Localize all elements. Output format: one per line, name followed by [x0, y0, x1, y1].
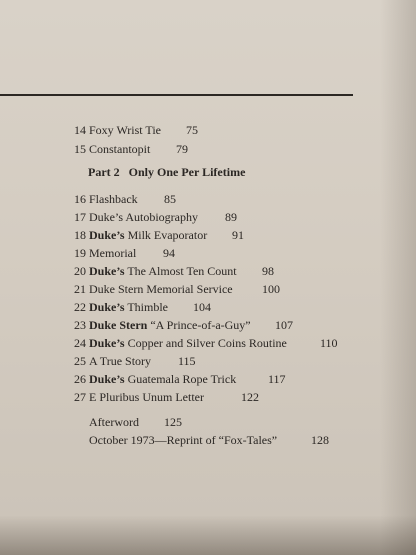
part-heading: Part 2 Only One Per Lifetime — [88, 165, 246, 179]
entry-page: 94 — [163, 246, 175, 260]
entry-title-bold: Duke’s — [89, 264, 125, 278]
entry-title-text: “A Prince-of-a-Guy” — [147, 318, 251, 332]
entry-number: 27 — [74, 390, 86, 404]
entry-title-bold: Duke’s — [89, 228, 125, 242]
entry-title-text: Guatemala Rope Trick — [124, 372, 237, 386]
entry-page: 98 — [262, 264, 274, 278]
entry-page: 110 — [320, 336, 338, 350]
entry-title — [89, 390, 204, 404]
entry-title — [89, 246, 136, 260]
page-shadow-bottom — [0, 515, 416, 555]
header-rule — [0, 94, 353, 96]
entry-number: 22 — [74, 300, 86, 314]
entry-title-bold: Duke’s — [89, 300, 125, 314]
entry-page: 75 — [186, 123, 198, 137]
entry-page: 89 — [225, 210, 237, 224]
entry-title-text: Thimble — [124, 300, 169, 314]
entry-number: 24 — [74, 336, 86, 350]
entry-number: 21 — [74, 282, 86, 296]
entry-page: 117 — [268, 372, 286, 386]
entry-title-text: Memorial — [89, 246, 137, 260]
entry-page: 100 — [262, 282, 280, 296]
entry-title: Afterword — [89, 415, 139, 429]
entry-title-text: A True Story — [89, 354, 152, 368]
entry-number: 16 — [74, 192, 86, 206]
entry-number: 25 — [74, 354, 86, 368]
entry-title-bold: Duke Stern — [89, 318, 148, 332]
entry-page: 122 — [241, 390, 259, 404]
entry-page: 107 — [275, 318, 293, 332]
entry-title-bold: Duke’s — [89, 372, 125, 386]
entry-title — [89, 142, 150, 156]
entry-number: 17 — [74, 210, 86, 224]
entry-title-text: The Almost Ten Count — [124, 264, 237, 278]
entry-title — [89, 372, 236, 386]
entry-title — [89, 192, 138, 206]
entry-title-text: Constantopit — [89, 142, 151, 156]
entry-number: 19 — [74, 246, 86, 260]
entry-page: 115 — [178, 354, 196, 368]
entry-page: 104 — [193, 300, 211, 314]
entry-title-text: E Pluribus Unum Letter — [89, 390, 204, 404]
entry-number: 18 — [74, 228, 86, 242]
entry-title — [89, 264, 237, 278]
entry-title — [89, 336, 287, 350]
entry-page: 79 — [176, 142, 188, 156]
entry-title-text: Duke Stern Memorial Service — [89, 282, 233, 296]
entry-title — [89, 300, 168, 314]
entry-page: 128 — [311, 433, 329, 447]
entry-title — [89, 282, 233, 296]
entry-number: 26 — [74, 372, 86, 386]
entry-title-bold: Duke’s — [89, 336, 125, 350]
entry-title-text: Foxy Wrist Tie — [89, 123, 161, 137]
entry-number: 23 — [74, 318, 86, 332]
entry-title — [89, 123, 161, 137]
entry-title-text: Milk Evaporator — [124, 228, 208, 242]
entry-number: 14 — [74, 123, 86, 137]
entry-title — [89, 210, 198, 224]
entry-title-text: Copper and Silver Coins Routine — [124, 336, 287, 350]
entry-title — [89, 318, 251, 332]
entry-page: 125 — [164, 415, 182, 429]
entry-title-text: Flashback — [89, 192, 138, 206]
entry-title-text: Duke’s Autobiography — [89, 210, 198, 224]
entry-number: 15 — [74, 142, 86, 156]
entry-number: 20 — [74, 264, 86, 278]
entry-title — [89, 228, 207, 242]
entry-title: October 1973—Reprint of “Fox-Tales” — [89, 433, 278, 447]
page-shadow-right — [380, 0, 416, 555]
entry-page: 85 — [164, 192, 176, 206]
entry-title — [89, 354, 151, 368]
entry-page: 91 — [232, 228, 244, 242]
